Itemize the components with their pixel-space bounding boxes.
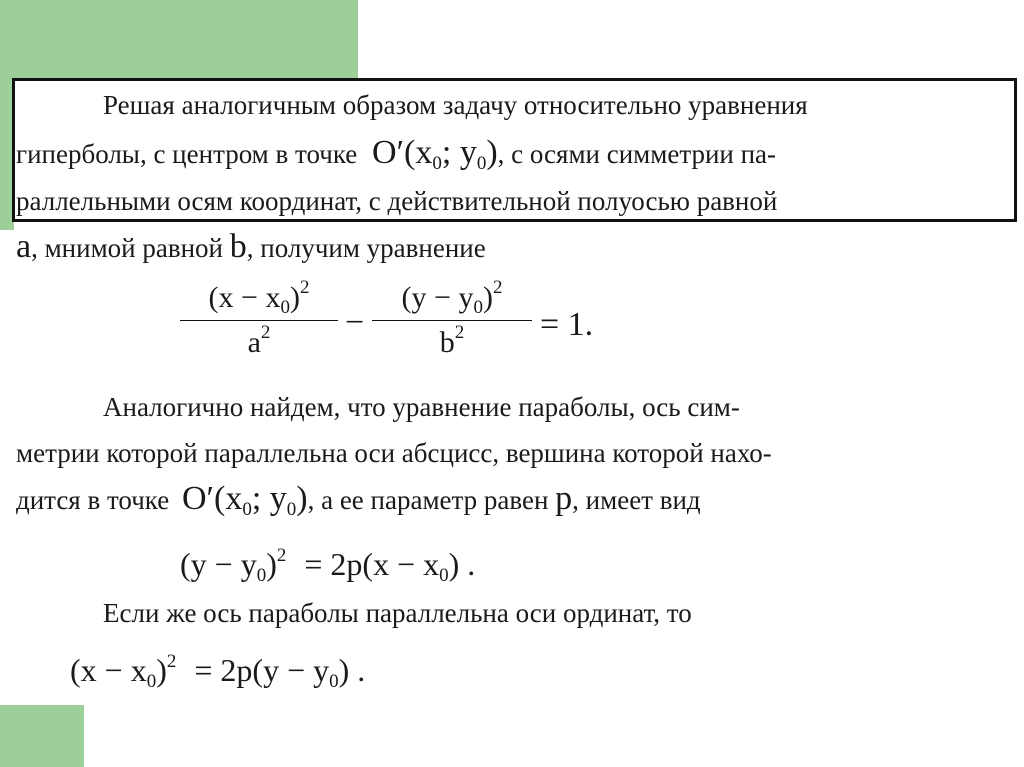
fraction-bar-1 xyxy=(180,320,338,321)
parabola2-mid-sub: 0 xyxy=(329,671,339,692)
fraction-bar-2 xyxy=(372,320,532,321)
center-y: y xyxy=(459,134,477,171)
p1-line2-text-a: гиперболы, с центром в точке xyxy=(16,139,358,169)
hyperbola-minus: − xyxy=(345,304,365,341)
hyperbola-num-2-close: ) xyxy=(482,281,493,314)
p1-line2-text-b: , с осями симметрии па- xyxy=(497,139,777,169)
var-b: b xyxy=(229,228,247,265)
hyperbola-num-1-text: (x − x xyxy=(208,281,281,314)
p1-line4-end: , получим уравнение xyxy=(246,233,486,263)
parabola1-left: (y − y xyxy=(180,546,257,582)
p1-line1: Решая аналогичным образом задачу относительно уравнения xyxy=(103,90,808,120)
vertex-point-formula: $O'(x_0$; $y_0$) xyxy=(181,480,308,520)
parabola-equation-1: $(y - y_0)^2 = 2p(x - x_0)$ . xyxy=(180,545,476,586)
decor-green-top xyxy=(0,0,358,80)
parabola1-mid: = 2p(x − x xyxy=(304,546,440,582)
p1-line3: раллельными осям координат, с действительной полуосью равной xyxy=(16,186,778,216)
center-point-formula: $O'(x_0$; $y_0$) xyxy=(372,134,498,174)
hyperbola-rhs: = 1. xyxy=(540,306,594,343)
center-x-sub: 0 xyxy=(432,153,442,174)
p2-line1: Аналогично найдем, что уравнение параболы, ось сим- xyxy=(103,392,740,422)
p3-line1: Если же ось параболы параллельна оси ординат, то xyxy=(103,598,692,628)
hyperbola-den-2-var: b xyxy=(439,326,455,359)
hyperbola-num-1 xyxy=(180,278,338,318)
hyperbola-den-2-exp: 2 xyxy=(454,322,465,343)
hyperbola-num-1-sub: 0 xyxy=(280,297,290,318)
p2-line3-text-c: , имеет вид xyxy=(572,485,701,515)
hyperbola-num-2-sub: 0 xyxy=(473,297,483,318)
vertex-x-sub: 0 xyxy=(242,499,252,520)
parabola1-exp: 2 xyxy=(276,545,287,566)
parabola2-mid: = 2p(y − y xyxy=(194,652,330,688)
p1-line4 xyxy=(16,228,486,265)
center-point-name: O′ xyxy=(372,134,405,171)
p2-line2: метрии которой параллельна оси абсцисс, вершина которой нахо- xyxy=(16,438,772,468)
p2-line3 xyxy=(16,480,701,520)
hyperbola-num-1-close: ) xyxy=(289,281,300,314)
parabola1-mid-sub: 0 xyxy=(439,565,449,586)
parabola1-left-sub: 0 xyxy=(256,565,267,586)
vertex-y-sub: 0 xyxy=(286,499,297,520)
hyperbola-num-1-exp: 2 xyxy=(299,277,310,298)
hyperbola-num-2-text: (y − y xyxy=(401,281,474,314)
parabola2-left: (x − x xyxy=(70,652,147,688)
hyperbola-num-2 xyxy=(372,278,532,318)
p1-line4-text: , мнимой равной xyxy=(31,233,223,263)
parabola2-left-sub: 0 xyxy=(146,671,157,692)
parabola-equation-2: $(x - x_0)^2 = 2p(y - y_0)$ . xyxy=(70,651,366,692)
hyperbola-fraction-2 xyxy=(372,278,532,363)
center-x: x xyxy=(415,134,433,171)
vertex-point-name: O′ xyxy=(181,480,214,517)
parabola2-exp: 2 xyxy=(166,651,177,672)
hyperbola-den-1-exp: 2 xyxy=(260,322,271,343)
parabola1-end: ) . xyxy=(448,546,476,582)
p2-line3-text-b: , а ее параметр равен xyxy=(307,485,549,515)
decor-green-bottom xyxy=(0,705,84,767)
hyperbola-den-1-var: a xyxy=(247,326,261,359)
var-a: a xyxy=(16,228,32,265)
hyperbola-fraction-1 xyxy=(180,278,338,363)
center-y-sub: 0 xyxy=(476,153,487,174)
p2-line3-text-a: дится в точке xyxy=(16,485,170,515)
hyperbola-num-2-exp: 2 xyxy=(492,277,503,298)
var-p: p xyxy=(555,480,573,517)
hyperbola-den-1 xyxy=(180,323,338,363)
parabola2-end: ) . xyxy=(338,652,366,688)
p1-line2 xyxy=(16,134,777,174)
hyperbola-den-2 xyxy=(372,323,532,363)
vertex-x: x xyxy=(225,480,243,517)
vertex-y: y xyxy=(269,480,287,517)
